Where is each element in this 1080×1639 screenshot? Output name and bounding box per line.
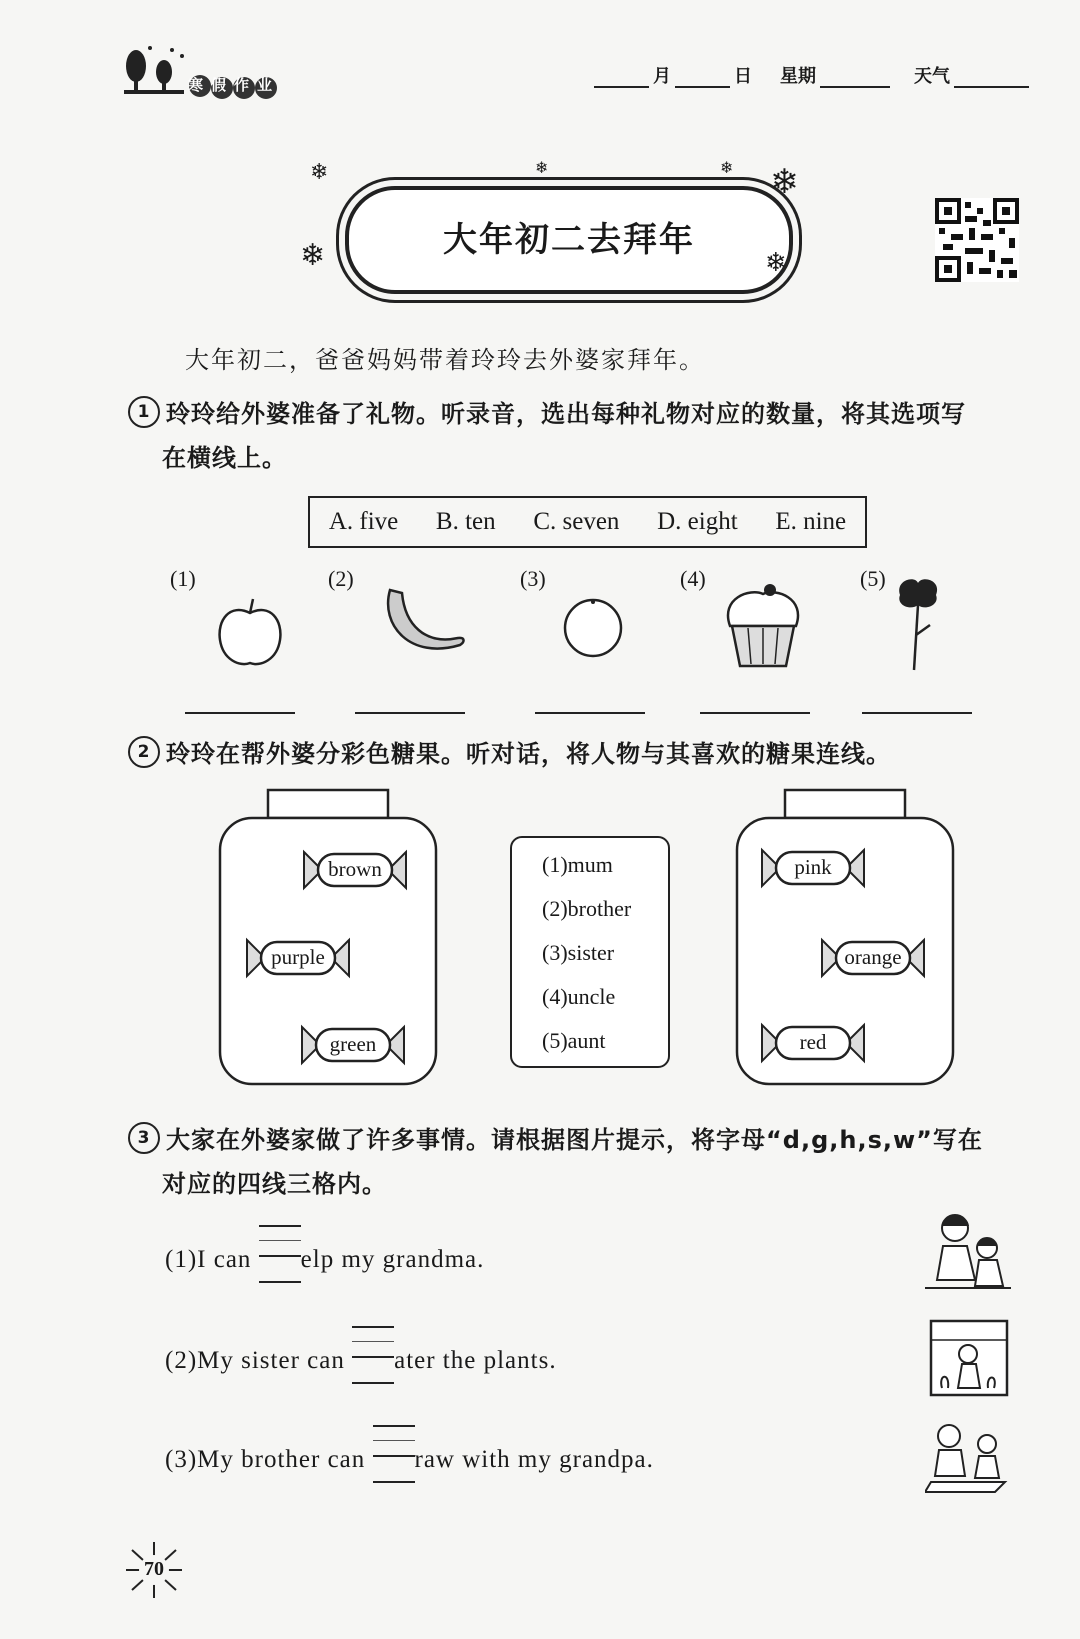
q3-number: 3 [128,1122,160,1154]
candy-label: orange [844,945,902,969]
apple-icon [215,595,285,670]
sentence-prefix: (1)I can [165,1246,259,1273]
candy-pink[interactable] [760,846,866,890]
snowflake-icon: ❄ [765,248,787,278]
q1-item-1-label: (1) [170,566,196,591]
q3-sentence-3 [165,1446,654,1474]
letter-grid-2[interactable] [352,1348,394,1368]
q3-text-line1: 大家在外婆家做了许多事情。请根据图片提示，将字母“d,g,h,s,w”写在 [166,1126,983,1154]
weekday-blank[interactable] [820,66,890,88]
helping-grandma-icon [925,1210,1011,1292]
carnation-icon [890,575,946,675]
q1-item-3-label: (3) [520,566,546,591]
letter-grid-1[interactable] [259,1247,301,1267]
option-a: A. five [328,508,399,535]
person-mum[interactable]: (1)mum [542,852,613,877]
candy-red[interactable] [760,1021,866,1065]
snowflake-icon: ❄ [300,238,326,273]
day-blank[interactable] [675,66,730,88]
snowflake-icon: ❄ [720,158,734,177]
banana-icon [380,585,470,665]
q1-answer-2[interactable] [355,712,465,714]
candy-label: brown [328,857,382,881]
q3-sentence-2 [165,1347,557,1375]
q1-answer-5[interactable] [862,712,972,714]
date-fields [590,62,1033,88]
cake-icon [720,578,806,670]
q1-item-4-label: (4) [680,566,706,591]
header-logo [120,40,320,104]
q1-answer-1[interactable] [185,712,295,714]
qr-code[interactable] [935,198,1019,282]
weekday-label: 星期 [780,66,816,87]
option-b: B. ten [435,508,496,535]
snowflake-icon: ❄ [310,160,329,185]
qr-code-icon [935,198,1019,282]
page-title: 大年初二去拜年 [443,220,695,260]
drawing-with-grandpa-icon [925,1420,1011,1496]
q3-sentence-1 [165,1246,484,1274]
page-number-badge [122,1540,186,1600]
orange-icon [560,595,626,661]
person-brother[interactable]: (2)brother [542,896,632,921]
person-aunt[interactable]: (5)aunt [542,1028,606,1053]
sentence-prefix: (3)My brother can [165,1446,373,1473]
person-sister[interactable]: (3)sister [542,940,615,965]
weather-blank[interactable] [954,66,1029,88]
intro-text: 大年初二，爸爸妈妈带着玲玲去外婆家拜年。 [185,346,705,374]
option-c: C. seven [533,508,620,535]
q2-instructions [128,732,891,776]
q1-text-line1: 玲玲给外婆准备了礼物。听录音，选出每种礼物对应的数量，将其选项写 [166,400,966,428]
weather-label: 天气 [914,66,950,87]
option-d: D. eight [657,508,738,535]
page-number: 70 [144,1558,164,1580]
q1-item-2-label: (2) [328,566,354,591]
candy-brown[interactable] [302,848,408,892]
sentence-suffix: elp my grandma. [300,1246,485,1273]
watering-plants-icon [928,1318,1010,1398]
candy-purple[interactable] [245,936,351,980]
q1-options-box [308,496,867,548]
sentence-suffix: raw with my grandpa. [414,1446,654,1473]
candy-label: pink [794,855,832,879]
snowflake-icon: ❄ [535,158,549,177]
q3-text-line2: 对应的四线三格内。 [162,1170,387,1198]
sentence-prefix: (2)My sister can [165,1347,353,1374]
q1-answer-4[interactable] [700,712,810,714]
person-uncle[interactable]: (4)uncle [542,984,616,1009]
q2-number: 2 [128,736,160,768]
header-logo-text: 寒假作业 [188,76,281,94]
day-label: 日 [734,66,752,87]
candy-label: green [329,1032,377,1056]
q1-item-5-label: (5) [860,566,886,591]
sentence-suffix: ater the plants. [394,1347,557,1374]
candy-green[interactable] [300,1023,406,1067]
q1-answer-3[interactable] [535,712,645,714]
people-box [510,836,670,1068]
month-label: 月 [653,66,671,87]
month-blank[interactable] [594,66,649,88]
option-e: E. nine [775,508,847,535]
snowflake-icon: ❄ [770,162,799,202]
q1-instructions [128,392,966,480]
candy-label: purple [271,945,325,969]
q3-instructions [128,1118,983,1206]
q2-text: 玲玲在帮外婆分彩色糖果。听对话，将人物与其喜欢的糖果连线。 [166,740,891,768]
q1-number: 1 [128,396,160,428]
letter-grid-3[interactable] [373,1447,415,1467]
candy-orange[interactable] [820,936,926,980]
q1-text-line2: 在横线上。 [162,444,287,472]
candy-label: red [799,1030,827,1054]
